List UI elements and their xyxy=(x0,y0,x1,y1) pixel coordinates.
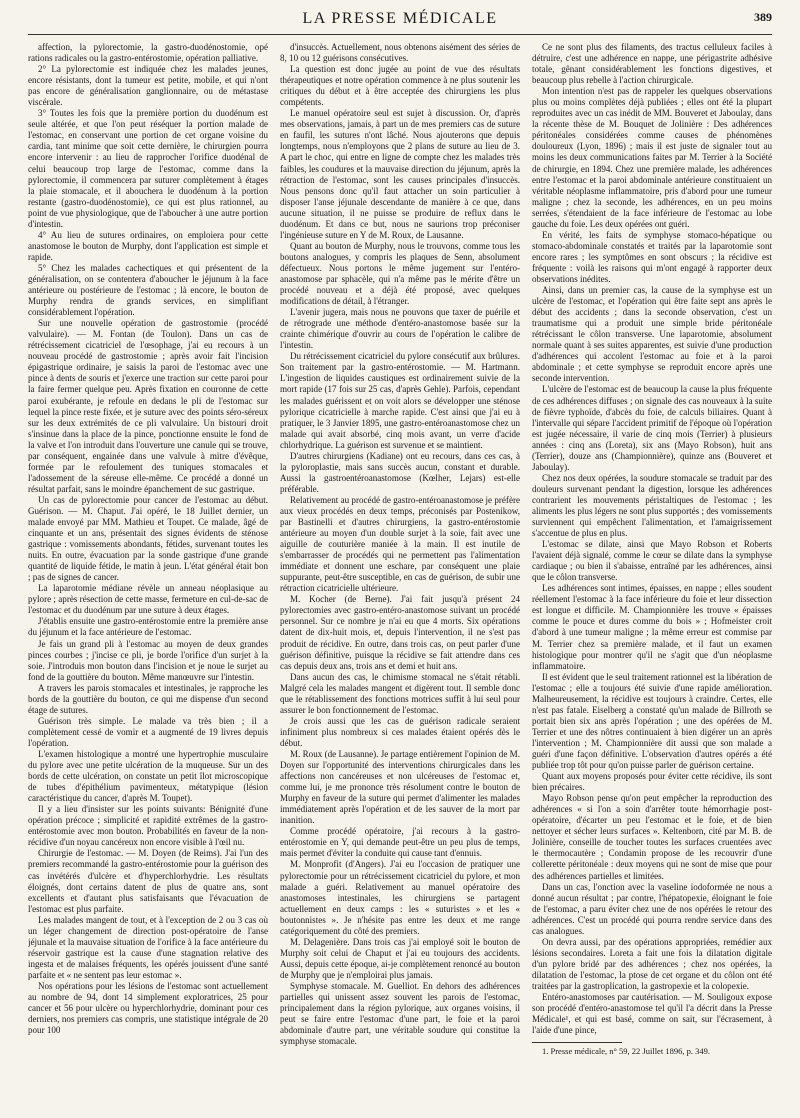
paragraph: Il y a lieu d'insister sur les points suivants: Bénignité d'une opération précoce ; simplicité et rapidité extrêmes de la gastro-entérostomie avec mon bouton. Probabilités en faveur de la non-récidive d'un noyau cancéreux non encore visible à l'œil nu. xyxy=(28,804,268,848)
paragraph: A travers les parois stomacales et intestinales, je rapproche les bords de la gouttière du bouton, ce qui me dispense d'un second étage de sutures. xyxy=(28,682,268,715)
paragraph: L'avenir jugera, mais nous ne pouvons que taxer de puérile et de rétrograde une méthode d'entéro-anastomose basée sur la crainte chimérique d'ouvrir au cours de l'opération le calibre de l'intestin. xyxy=(280,307,520,351)
paragraph: 4° Au lieu de sutures ordinaires, on emploiera pour cette anastomose le bouton de Murphy, dont l'application est simple et rapide. xyxy=(28,229,268,262)
paragraph: L'ulcère de l'estomac est de beaucoup la cause la plus fréquente de ces adhérences diffuses ; on signale des cas nouveaux à la suite de fièvre typhoïde, d'abcès du foie, de calculs biliaires. Quant à l'intervalle qui sépare l'accident primitif de l'époque où l'opération est jugée nécessaire, il varie de cinq mois (Terrier) à plusieurs années : cinq ans (Loreta), six ans (Mayo Robson), huit ans (Terrier), douze ans (Championnière), quinze ans (Bouveret et Jaboulay). xyxy=(532,384,772,472)
paragraph: D'autres chirurgiens (Kadiane) ont eu recours, dans ces cas, à la pyloroplastie, mais sans succès aucun, constant et durable. Aussi la gastroentéroanastomose (Kœlher, Lejars) est-elle préférable. xyxy=(280,450,520,494)
footnote: 1. Presse médicale, n° 59, 22 Juillet 1896, p. 349. xyxy=(542,1046,710,1057)
paragraph: Je fais un grand pli à l'estomac au moyen de deux grandes pinces courbes ; j'incise ce pli, je borde l'orifice d'un surjet à la soie. J'introduis mon bouton dans l'incision et je noue le surjet au fond de la gouttière du bouton. Même manœuvre sur l'intestin. xyxy=(28,638,268,682)
article-columns xyxy=(28,42,772,1106)
paragraph: M. Monprofit (d'Angers). J'ai eu l'occasion de pratiquer une pylorectomie pour un rétrécissement cicatriciel du pylore, et mon malade a guéri. Relativement au manuel opératoire des anastomoses intestinales, les chirurgiens se partagent actuellement en deux camps : les « suturistes » et les « boutonnistes ». Je n'hésite pas entre les deux et me range catégoriquement du côté des premiers. xyxy=(280,859,520,936)
paragraph: Nos opérations pour les lésions de l'estomac sont actuellement au nombre de 94, dont 14 simplement exploratrices, 25 pour cancer et 56 pour ulcère ou hyperchlorhydrie, dominant pour ces derniers, nos premiers cas compris, une statistique intégrale de 20 pour 100 xyxy=(28,980,268,1036)
paragraph: Ce ne sont plus des filaments, des tractus celluleux faciles à détruire, c'est une adhérence en nappe, une périgastrite adhésive totale, gênant considérablement les fonctions digestives, et beaucoup plus rebelle à l'action chirurgicale. xyxy=(532,42,772,86)
paragraph: La laparotomie médiane révèle un anneau néoplasique au pylore ; après résection de cette masse, fermeture en cul-de-sac de l'estomac et du duodénum par une suture à deux étages. xyxy=(28,583,268,616)
paragraph: Un cas de pylorectomie pour cancer de l'estomac au début. Guérison. — M. Chaput. J'ai opéré, le 18 Juillet dernier, un malade envoyé par MM. Mathieu et Toupet. Ce malade, âgé de cinquante et un ans, présentait des signes évidents de sténose gastrique : vomissements abondants, fétides, survenant toutes les nuits. En outre, évacuation par la sonde gastrique d'une grande quantité de liquide fétide, le matin à jeun. L'état général était bon ; pas de signes de cancer. xyxy=(28,494,268,583)
journal-title: LA PRESSE MÉDICALE xyxy=(302,10,498,27)
paragraph: Les adhérences sont intimes, épaisses, en nappe ; elles soudent réellement l'estomac à la face inférieure du foie et leur dissection est longue et difficile. M. Championnière les trouve « épaisses comme le pouce et dures comme du bois » ; Hofmeister croit d'abord à une tumeur maligne ; la même erreur est commise par M. Terrier chez sa première malade, et il faut un examen histologique pour montrer qu'il ne s'agit que d'un néoplasme inflammatoire. xyxy=(532,583,772,671)
column-3 xyxy=(532,42,772,1106)
paragraph: L'examen histologique a montré une hypertrophie musculaire du pylore avec une petite ulcération de la muqueuse. Sur un des bords de cette ulcération, on constate un petit îlot microscopique de tubes d'épithélium pavimenteux, métatypique (lésion caractéristique du cancer, d'après M. Toupet). xyxy=(28,749,268,804)
paragraph: Le manuel opératoire seul est sujet à discussion. Or, d'après mes observations, jamais, à part un de mes premiers cas de suture en faufil, les sutures n'ont lâché. Nous ajouterons que depuis longtemps, nous n'employons que 2 plans de suture au lieu de 3. A part le choc, qui entre en ligne de compte chez les malades très faibles, les coudures et la mauvaise direction du jéjunum, après la rétraction de l'estomac, sont les causes principales d'insuccès. Nous pensons donc qu'il faut attacher un soin particulier à disposer l'anse jéjunale descendante de manière à ce que, dans aucune situation, il ne puisse se produire de reflux dans le duodénum. Et dans ce but, nous ne saurions trop préconiser l'ingénieuse suture en Y de M. Roux, de Lausanne. xyxy=(280,108,520,240)
paragraph: Symphyse stomacale. M. Guelliot. En dehors des adhérences partielles qui unissent assez souvent les parois de l'estomac, principalement dans la région pylorique, aux organes voisins, il peut se faire entre l'estomac d'une part, le foie et la paroi abdominale d'autre part, une véritable soudure qui constitue la symphyse stomacale. xyxy=(280,980,520,1047)
paragraph: affection, la pylorectomie, la gastro-duodénostomie, opé rations radicales ou la gastro-entérostomie, opération palliative. xyxy=(28,42,268,64)
paragraph: 5° Chez les malades cachectiques et qui présentent de la généralisation, on se contentera d'aboucher le jéjunum à la face antérieure ou postérieure de l'estomac ; là encore, le bouton de Murphy rendra de grands services, en simplifiant considérablement l'opération. xyxy=(28,262,268,318)
paragraph: Dans aucun des cas, le chimisme stomacal ne s'était rétabli. Malgré cela les malades mangent et digèrent tout. Il semble donc que le rétablissement des fonctions motrices suffit à lui seul pour assurer le bon fonctionnement de l'estomac. xyxy=(280,671,520,715)
paragraph: Les malades mangent de tout, et à l'exception de 2 ou 3 cas où un léger changement de direction post-opératoire de l'anse jéjunale et la mauvaise situation de l'orifice à la face antérieure du réservoir gastrique est la cause d'une stagnation relative des ingesta et de malaises fréquents, les opérés jouissent d'une santé parfaite et « ne sentent pas leur estomac ». xyxy=(28,914,268,980)
paragraph: Ainsi, dans un premier cas, la cause de la symphyse est un ulcère de l'estomac, et l'opération qui être faite sept ans après le début des accidents ; dans la seconde observation, c'est un traumatisme qui a produit une simple bride péritonéale rétrécissant le côlon transverse. Une laparotomie, absolument normale quant à ses suites apparentes, est suivie d'une production d'adhérences qui accolent l'estomac au foie et à la paroi abdominale ; et cette symphyse se reproduit encore après une seconde intervention. xyxy=(532,285,772,384)
paragraph: Chez nos deux opérées, la soudure stomacale se traduit par des douleurs survenant pendant la digestion, lorsque les adhérences contrarient les mouvements péristaltiques de l'estomac ; les aliments les plus légers ne sont plus supportés ; des vomissements surviennent qui empêchent l'alimentation, et l'amaigrissement s'accentue de plus en plus. xyxy=(532,472,772,539)
paragraph: Chirurgie de l'estomac. — M. Doyen (de Reims). J'ai l'un des premiers recommandé la gastro-entérostomie pour la guérison des cas invétérés d'ulcère et d'hyperchlorhydrie. Les résultats éloignés, dont certains datent de plus de quatre ans, sont excellents et d'autant plus satisfaisants que l'évacuation de l'estomac est plus parfaite. xyxy=(28,848,268,914)
page-number: 389 xyxy=(754,10,772,24)
paragraph: M. Delagenière. Dans trois cas j'ai employé soit le bouton de Murphy soit celui de Chaput et j'ai eu toujours des accidents. Aussi, depuis cette époque, ai-je complètement renoncé au bouton de Murphy que je n'emploirai plus jamais. xyxy=(280,936,520,980)
paragraph: Relativement au procédé de gastro-entéroanastomose je préfère aux vieux procédés en deux temps, préconisés par Postenikow, par Bastinelli et d'autres chirurgiens, la gastro-entérostomie antérieure au moyen d'un double surjet à la soie, fait avec une aiguille de couturière maniée à la main. Il est inutile de s'embarrasser de procédés qui ne permettent pas l'alimentation immédiate et donnent une eschare, par conséquent une plaie suppurante, peut-être susceptible, en cas de guérison, de subir une rétraction cicatricielle ultérieure. xyxy=(280,494,520,594)
paragraph: Quant au bouton de Murphy, nous le trouvons, comme tous les boutons analogues, y compris les plaques de Senn, absolument défectueux. Nous portons le même jugement sur l'entéro-anastomose par sphacèle, qui n'a même pas le mérite d'être un procédé nouveau et a déjà été proposé, avec quelques modifications de détail, à l'étranger. xyxy=(280,240,520,307)
paragraph: d'insuccès. Actuellement, nous obtenons aisément des séries de 8, 10 ou 12 guérisons consécutives. xyxy=(280,42,520,64)
paragraph: Mon intention n'est pas de rappeler les quelques observations plus ou moins complètes déjà publiées ; elles ont été la plupart reproduites avec un cas inédit de MM. Bouveret et Jaboulay, dans la récente thèse de M. Bouquet de Jolinière : Des adhérences péritonéales considérées comme causes de phénomènes douloureux (Lyon, 1896) ; mais il est juste de signaler tout au moins les deux communications faites par M. Terrier à la Société de chirurgie, en 1894. Chez une première malade, les adhérences entre l'estomac et la paroi abdominale antérieure constituaient un véritable néoplasme inflammatoire, pris d'abord pour une tumeur maligne ; chez la seconde, les adhérences, en un peu moins serrées, s'étendaient de la face inférieure de l'estomac au lobe gauche du foie. Les deux opérées ont guéri. xyxy=(532,86,772,229)
paragraph: Comme procédé opératoire, j'ai recours à la gastro-entérostomie en Y, qui demande peut-être un peu plus de temps, mais permet d'éviter la conduite qui cause tant d'ennuis. xyxy=(280,826,520,859)
paragraph: 3° Toutes les fois que la première portion du duodénum est seule altérée, et que l'on peut réséquer la portion malade de l'estomac, en conservant une portion de cet organe voisine du cardia, tant minime que soit cette dernière, le chirurgien pourra encore intervenir : au lieu de rapprocher l'orifice duodénal de celui beaucoup trop large de l'estomac, comme dans la pylorectomie, il commencera par suturer complètement à étages la plaie stomacale, et il abouchera le duodénum à la portion restante (gastro-duodénostomie), ce qui est plus rationnel, au point de vue physiologique, que de l'aboucher à une autre portion d'intestin. xyxy=(28,108,268,229)
paragraph: Sur une nouvelle opération de gastrostomie (procédé valvulaire). — M. Fontan (de Toulon). Dans un cas de rétrécissement cicatriciel de l'œsophage, j'ai eu recours à un nouveau procédé de gastrostomie ; après avoir fait l'incision épigastrique ordinaire, je saisis la paroi de l'estomac avec une pince à dents de souris et j'exerce une traction sur cette paroi pour la faire fermer quelque peu. Après fixation en couronne de cette paroi exubérante, je refoule en dedans le pli de l'estomac sur lequel la pince reste fixée, et je suture avec des points séro-séreux sur les deux extrémités de ce pli valvulaire. Un bistouri droit s'insinue dans la place de la pince, ponctionne ensuite le fond de la valve et l'on introduit dans l'ouverture une canule qui se trouve, par conséquent, engainée dans une valvule à mitre d'évêque, formée par le refoulement des tuniques stomacales et l'adossement de la séreuse elle-même. Ce procédé a donné un résultat parfait, sans le moindre épanchement de suc gastrique. xyxy=(28,318,268,494)
header-rule xyxy=(28,34,772,35)
paragraph: Mayo Robson pense qu'on peut empêcher la reproduction des adhérences « si l'on a soin d'arrêter toute hémorrhagie post-opératoire, d'écarter un peu l'estomac et le foie, et de bien nettoyer et sécher leurs surfaces ». Keltenborn, cité par M. B. de Jolinière, conseille de toucher toutes les surfaces cruentées avec le thermocautère ; Condamin propose de les recouvrir d'une collerette péritonéale : deux moyens qui ne sont de mise que pour des adhérences partielles et limitées. xyxy=(532,793,772,881)
paragraph: 2° La pylorectomie est indiquée chez les malades jeunes, encore résistants, dont la tumeur est petite, mobile, et qui n'ont pas encore de généralisation ganglionnaire, ou de métastase viscérale. xyxy=(28,64,268,108)
page-header xyxy=(0,0,800,28)
paragraph: M. Kocher (de Berne). J'ai fait jusqu'à présent 24 pylorectomies avec gastro-entéro-anastomose suivant un procédé personnel. Sur ce nombre je n'ai eu que 4 morts. Six opérations datent de dix-huit mois, et, depuis l'intervention, il ne s'est pas produit de récidive. En outre, dans trois cas, on peut parler d'une guérison définitive, puisque la récidive se fait attendre dans ces cas depuis deux ans, trois ans et demi et huit ans. xyxy=(280,594,520,671)
paragraph: La question est donc jugée au point de vue des résultats thérapeutiques et notre opération commence à ne plus soutenir les critiques du début et à être acceptée des chirurgiens les plus compétents. xyxy=(280,64,520,108)
footnote-rule xyxy=(532,1042,622,1043)
paragraph: Du rétrécissement cicatriciel du pylore consécutif aux brûlures. Son traitement par la gastro-entérostomie. — M. Hartmann. L'ingestion de liquides caustiques est ordinairement suivie de la mort rapide (17 fois sur 25 cas, d'après Gehle). Parfois, cependant les malades guérissent et on voit alors se développer une sténose pylorique cicatricielle à marche rapide. C'est ainsi que j'ai eu à pratiquer, le 3 Janvier 1895, une gastro-entéroanastomose chez un malade qui avait absorbé, cinq mois avant, un verre d'acide chlorhydrique. La guérison est survenue et se maintient. xyxy=(280,351,520,450)
paragraph: On devra aussi, par des opérations appropriées, remédier aux lésions secondaires. Loreta a fait une fois la dilatation digitale d'un pylore bridé par des adhérences ; chez nos opérées, la dilatation de l'estomac, la ptose de cet organe et du côlon ont été traitées par la gastroplication, la gastropexie et la colopexie. xyxy=(532,936,772,991)
paragraph: Je crois aussi que les cas de guérison radicale seraient infiniment plus nombreux si ces malades étaient opérés dès le début. xyxy=(280,715,520,748)
paragraph: Il est évident que le seul traitement rationnel est la libération de l'estomac ; elle a toujours été suivie d'une rapide amélioration. Malheureusement, la récidive est toujours à craindre. Certes, elle n'est pas fatale. Eiselberg a constaté qu'un malade de Billroth se portait bien six ans après l'opération ; une des opérées de M. Terrier et une des nôtres continuaient à bien digérer un an après l'intervention ; M. Championnière dit aussi que son malade a guéri d'une façon définitive. L'observation d'autres opérés a été publiée trop tôt pour qu'on puisse parler de guérison certaine. xyxy=(532,671,772,771)
column-3-body xyxy=(532,42,772,1036)
column-1 xyxy=(28,42,268,1106)
column-2 xyxy=(280,42,520,1106)
paragraph: L'estomac se dilate, ainsi que Mayo Robson et Roberts l'avaient déjà signalé, comme le cœur se dilate dans la symphyse cardiaque ; ou bien il s'abaisse, entraîné par les adhérences, ainsi que le côlon transverse. xyxy=(532,539,772,583)
paragraph: En vérité, les faits de symphyse stomaco-hépatique ou stomaco-abdominale constatés et traités par la laparotomie sont encore rares ; les symptômes en sont obscurs ; la récidive est fréquente : voilà les raisons qui m'ont engagé à rapporter deux observations inédites. xyxy=(532,229,772,284)
paragraph: Entéro-anastomoses par cautérisation. — M. Souligoux expose son procédé d'entéro-anastomose tel qu'il l'a décrit dans la Presse Médicale¹, et qui est basé, comme on sait, sur l'écrasement, à l'aide d'une pince, xyxy=(532,992,772,1036)
paragraph: Quant aux moyens proposés pour éviter cette récidive, ils sont bien précaires. xyxy=(532,771,772,793)
paragraph: Guérison très simple. Le malade va très bien ; il a complètement cessé de vomir et a augmenté de 19 livres depuis l'opération. xyxy=(28,715,268,748)
paragraph: J'établis ensuite une gastro-entérostomie entre la première anse du jéjunum et la face antérieure de l'estomac. xyxy=(28,616,268,638)
paragraph: M. Roux (de Lausanne). Je partage entièrement l'opinion de M. Doyen sur l'opportunité des interventions chirurgicales dans les affections non cancéreuses et non ulcéreuses de l'estomac et, comme lui, je me prononce très résolument contre le bouton de Murphy en faveur de la suture qui permet d'alimenter les malades immédiatement après l'opération et de les sauver de la mort par inanition. xyxy=(280,749,520,826)
paragraph: Dans un cas, l'onction avec la vaseline iodoformée ne nous a donné aucun résultat ; par contre, l'hépatopexie, éloignant le foie de l'estomac, a paru éviter chez une de nos opérées le retour des adhérences. C'est un procédé qui pourra rendre service dans des cas analogues. xyxy=(532,881,772,936)
